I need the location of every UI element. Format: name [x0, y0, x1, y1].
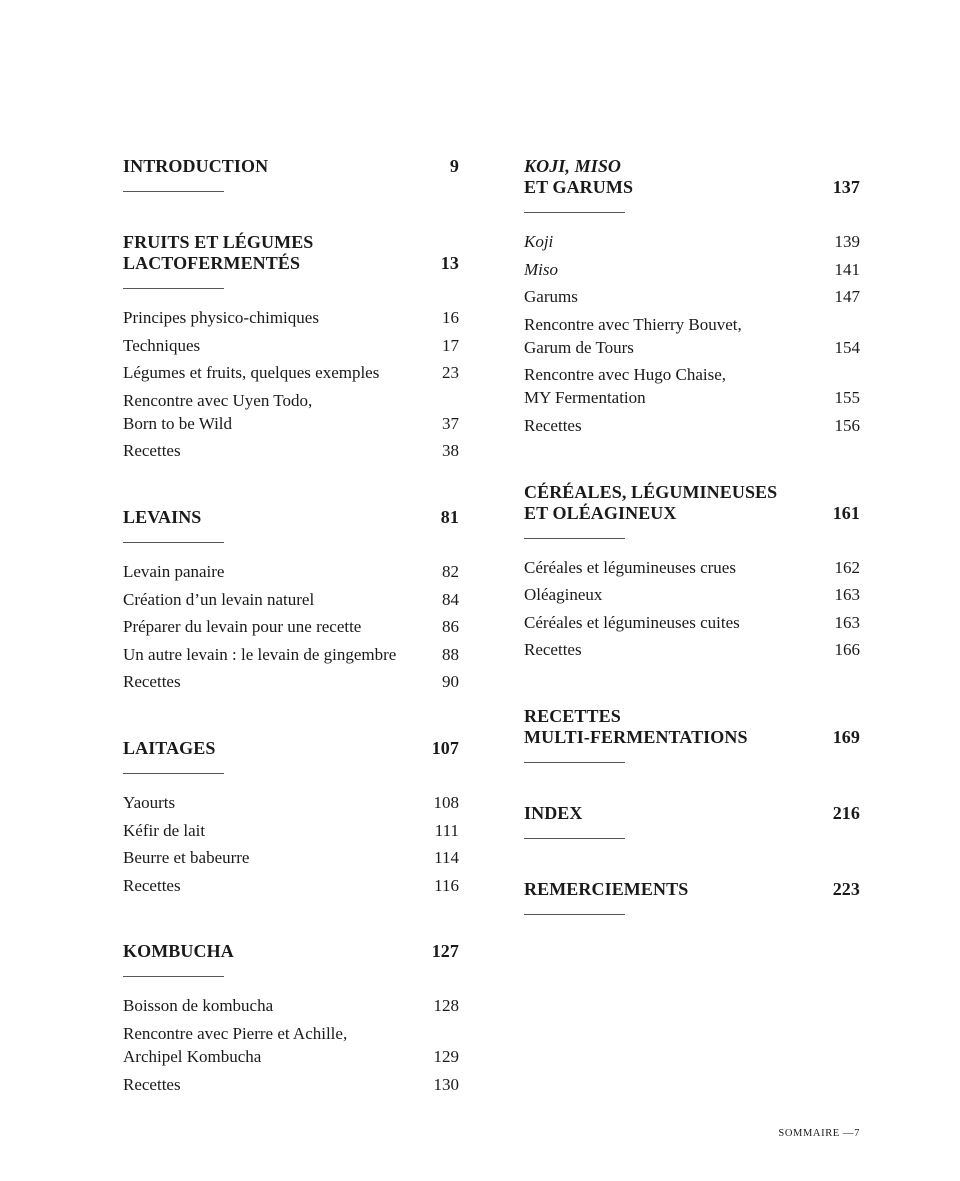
toc-entry[interactable]	[123, 1073, 459, 1096]
toc-entry-page-number: 128	[433, 996, 459, 1016]
toc-entry-page-number: 90	[442, 672, 459, 692]
toc-entry-title	[123, 334, 459, 357]
toc-entry[interactable]	[123, 874, 459, 897]
section-heading[interactable]	[524, 706, 860, 748]
toc-entry-title-line: Oléagineux	[524, 585, 603, 605]
toc-entry-title	[123, 615, 459, 638]
toc-entry-title	[123, 819, 459, 842]
section-title	[524, 156, 860, 198]
toc-entry-title-line: Recettes	[123, 875, 181, 895]
toc-entry[interactable]	[123, 306, 459, 329]
toc-section-cereales-legumineuses-et-oleagineux	[524, 482, 860, 662]
toc-entry-page-number: 23	[442, 363, 459, 383]
toc-entry-title-line: Techniques	[123, 335, 201, 355]
section-title-line: KOJI, MISO	[524, 156, 622, 176]
toc-entry-title	[524, 611, 860, 634]
toc-entry-page-number: 139	[834, 232, 860, 251]
toc-entry-page-number: 155	[834, 388, 860, 408]
toc-section-recettes-multi-fermentations	[524, 706, 860, 763]
toc-entry[interactable]	[524, 313, 860, 359]
toc-entry-page-number: 141	[834, 259, 860, 279]
toc-entry-page-number: 129	[433, 1046, 459, 1066]
toc-entry[interactable]	[123, 994, 459, 1017]
toc-entry-page-number: 111	[434, 820, 459, 840]
toc-entry[interactable]	[123, 361, 459, 384]
section-page-number: 13	[440, 253, 459, 273]
toc-entry-page-number: 38	[442, 441, 459, 461]
section-title	[123, 738, 459, 759]
section-spacer	[524, 442, 860, 482]
toc-entry-title	[123, 643, 459, 666]
section-divider	[123, 542, 224, 543]
toc-entry-page-number: 16	[442, 308, 459, 327]
toc-entry-title	[123, 874, 459, 897]
toc-entry-page-number: 163	[834, 585, 860, 605]
section-heading[interactable]	[123, 156, 459, 177]
toc-entry[interactable]	[123, 1022, 459, 1068]
toc-entry[interactable]	[524, 638, 860, 661]
toc-entry-page-number: 108	[433, 792, 459, 812]
toc-entry-page-number: 154	[834, 337, 860, 357]
toc-entry[interactable]	[123, 670, 459, 693]
section-title	[524, 803, 860, 824]
toc-entry-page-number: 17	[442, 335, 459, 355]
toc-section-laitages	[123, 738, 459, 897]
toc-entry-page-number: 162	[834, 557, 860, 577]
toc-entry-page-number: 156	[834, 415, 860, 435]
section-divider	[524, 914, 625, 915]
section-spacer	[123, 698, 459, 738]
section-page-number: 216	[832, 802, 860, 823]
toc-section-fruits-et-legumes-lactofermentes	[123, 232, 459, 462]
toc-entry-title	[524, 363, 860, 409]
toc-entry-title-line: Rencontre avec Thierry Bouvet,	[524, 314, 742, 334]
section-spacer	[123, 901, 459, 941]
toc-entry-title-line: Born to be Wild	[123, 413, 233, 433]
toc-entry-title-line: Légumes et fruits, quelques exemples	[123, 363, 380, 383]
toc-entry[interactable]	[524, 414, 860, 437]
section-divider	[123, 288, 224, 289]
section-page-number: 127	[431, 941, 459, 962]
toc-entry-title-line: Préparer du levain pour une recette	[123, 617, 362, 637]
toc-column-right	[524, 156, 860, 915]
toc-entry-page-number: 147	[834, 287, 860, 307]
toc-entry-title-line: Koji	[524, 232, 554, 251]
section-title-line: LACTOFERMENTÉS	[123, 253, 301, 273]
section-divider	[524, 538, 625, 539]
toc-entry[interactable]	[123, 791, 459, 814]
toc-entry-title-line: Boisson de kombucha	[123, 996, 274, 1016]
section-page-number: 107	[431, 737, 459, 758]
toc-section-levains	[123, 507, 459, 693]
toc-entry-title	[123, 389, 459, 435]
toc-entry[interactable]	[524, 363, 860, 409]
toc-entry-title	[123, 791, 459, 814]
page-footer: SOMMAIRE —7	[778, 1128, 860, 1139]
section-title-line: MULTI-FERMENTATIONS	[524, 726, 748, 747]
section-divider	[123, 976, 224, 977]
section-spacer	[123, 467, 459, 507]
section-heading[interactable]	[123, 232, 459, 274]
toc-entry[interactable]	[123, 588, 459, 611]
toc-entry-title-line: Recettes	[123, 672, 181, 692]
toc-entry[interactable]	[123, 615, 459, 638]
toc-entry-title	[524, 230, 860, 253]
toc-entry-title-line: Céréales et légumineuses crues	[524, 557, 736, 577]
toc-entry-title	[524, 583, 860, 606]
toc-entry-list	[524, 230, 860, 437]
section-heading[interactable]	[123, 507, 459, 528]
toc-entry-title-line: Recettes	[123, 1074, 181, 1094]
toc-entry-title	[524, 258, 860, 281]
section-heading[interactable]	[524, 879, 860, 900]
toc-entry-title	[123, 439, 459, 462]
section-title-line: INDEX	[524, 802, 583, 823]
toc-entry-title-line: Recettes	[123, 441, 181, 461]
section-spacer	[123, 192, 459, 232]
section-title-line: KOMBUCHA	[123, 941, 234, 962]
section-heading[interactable]	[524, 803, 860, 824]
toc-entry-title-line: Kéfir de lait	[123, 820, 206, 840]
toc-entry-page-number: 84	[442, 589, 459, 609]
toc-entry[interactable]	[524, 258, 860, 281]
toc-entry-title	[123, 560, 459, 583]
toc-entry-list	[123, 560, 459, 693]
section-page-number: 137	[832, 177, 860, 197]
toc-entry-title	[524, 285, 860, 308]
toc-entry-title-line: Beurre et babeurre	[123, 848, 250, 868]
toc-entry-page-number: 130	[433, 1074, 459, 1094]
toc-entry-title	[123, 846, 459, 869]
section-spacer	[524, 839, 860, 879]
toc-entry-title	[123, 994, 459, 1017]
toc-entry[interactable]	[524, 611, 860, 634]
section-spacer	[524, 763, 860, 803]
toc-entry-title-line: Création d’un levain naturel	[123, 589, 315, 609]
section-title	[123, 156, 459, 177]
toc-entry-title	[524, 313, 860, 359]
section-divider	[123, 773, 224, 774]
section-title	[123, 232, 459, 274]
section-page-number: 9	[449, 156, 459, 176]
section-divider	[524, 212, 625, 213]
section-title-line: ET OLÉAGINEUX	[524, 502, 677, 523]
toc-entry-list	[123, 994, 459, 1095]
toc-entry[interactable]	[123, 643, 459, 666]
toc-entry-title	[524, 556, 860, 579]
toc-entry[interactable]	[524, 285, 860, 308]
toc-entry-title	[123, 361, 459, 384]
toc-entry-title	[123, 306, 459, 329]
toc-entry[interactable]	[123, 334, 459, 357]
toc-entry-title-line: Céréales et légumineuses cuites	[524, 612, 740, 632]
section-heading[interactable]	[524, 156, 860, 198]
section-title	[123, 941, 459, 962]
toc-entry-title-line: Archipel Kombucha	[123, 1046, 262, 1066]
toc-entry-page-number: 166	[834, 640, 860, 660]
toc-entry-list	[123, 791, 459, 897]
section-title	[524, 706, 860, 748]
section-page-number: 223	[832, 878, 860, 899]
toc-entry-title-line: MY Fermentation	[524, 388, 646, 408]
toc-entry-page-number: 37	[442, 413, 459, 433]
section-spacer	[524, 666, 860, 706]
toc-entry[interactable]	[524, 583, 860, 606]
section-title-line: ET GARUMS	[524, 177, 634, 197]
section-title-line: REMERCIEMENTS	[524, 878, 689, 899]
section-title	[524, 879, 860, 900]
section-title-line: LAITAGES	[123, 737, 216, 758]
toc-entry-title	[123, 588, 459, 611]
section-title	[524, 482, 860, 524]
section-title-line: INTRODUCTION	[123, 156, 269, 176]
toc-entry-page-number: 116	[434, 875, 459, 895]
section-page-number: 169	[832, 726, 860, 747]
section-title-line: FRUITS ET LÉGUMES	[123, 232, 314, 252]
toc-section-kombucha	[123, 941, 459, 1095]
toc-entry-page-number: 114	[434, 848, 459, 868]
toc-section-koji-miso-et-garums	[524, 156, 860, 437]
toc-entry-title-line: Miso	[524, 259, 558, 279]
toc-entry[interactable]	[123, 819, 459, 842]
toc-entry-page-number: 163	[834, 612, 860, 632]
toc-section-remerciements	[524, 879, 860, 915]
toc-entry[interactable]	[123, 389, 459, 435]
toc-entry-title	[123, 1073, 459, 1096]
toc-entry-title	[524, 414, 860, 437]
section-heading[interactable]	[123, 941, 459, 962]
toc-entry-title-line: Principes physico-chimiques	[123, 308, 319, 327]
toc-entry-title-line: Recettes	[524, 640, 582, 660]
toc-entry-title-line: Recettes	[524, 415, 582, 435]
toc-entry-page-number: 86	[442, 617, 459, 637]
toc-entry-page-number: 82	[442, 561, 459, 581]
toc-entry-title	[524, 638, 860, 661]
toc-entry-title	[123, 1022, 459, 1068]
toc-entry-title-line: Levain panaire	[123, 561, 225, 581]
section-title-line: CÉRÉALES, LÉGUMINEUSES	[524, 481, 778, 502]
toc-entry[interactable]	[123, 439, 459, 462]
toc-column-left	[123, 156, 459, 1100]
toc-entry-title-line: Garums	[524, 287, 578, 307]
toc-entry-title-line: Un autre levain : le levain de gingembre	[123, 644, 397, 664]
toc-entry[interactable]	[524, 230, 860, 253]
toc-entry-title	[123, 670, 459, 693]
section-heading[interactable]	[123, 738, 459, 759]
toc-entry-page-number: 88	[442, 644, 459, 664]
section-page-number: 161	[832, 502, 860, 523]
toc-entry[interactable]	[123, 560, 459, 583]
section-title-line: RECETTES	[524, 705, 621, 726]
section-title	[123, 507, 459, 528]
toc-entry-title-line: Rencontre avec Uyen Todo,	[123, 390, 313, 410]
toc-entry[interactable]	[524, 556, 860, 579]
section-heading[interactable]	[524, 482, 860, 524]
toc-entry-title-line: Garum de Tours	[524, 337, 634, 357]
toc-entry-list	[524, 556, 860, 662]
toc-entry[interactable]	[123, 846, 459, 869]
toc-entry-title-line: Yaourts	[123, 792, 176, 812]
section-page-number: 81	[440, 506, 459, 527]
toc-section-introduction	[123, 156, 459, 192]
toc-section-index	[524, 803, 860, 839]
section-title-line: LEVAINS	[123, 506, 202, 527]
toc-entry-list	[123, 306, 459, 462]
toc-entry-title-line: Rencontre avec Pierre et Achille,	[123, 1023, 348, 1043]
toc-entry-title-line: Rencontre avec Hugo Chaise,	[524, 365, 727, 385]
